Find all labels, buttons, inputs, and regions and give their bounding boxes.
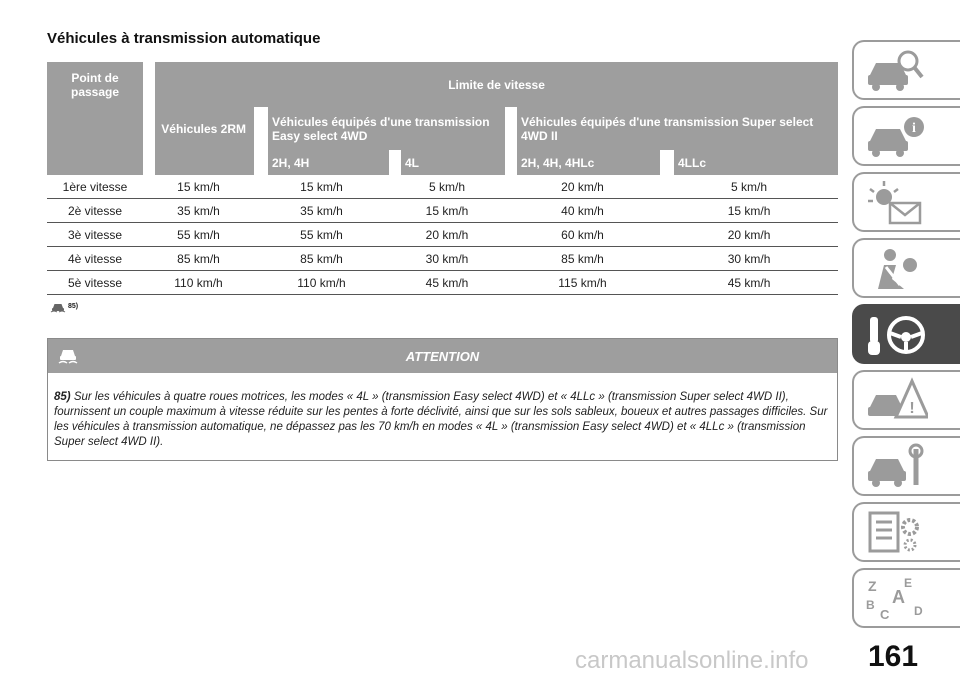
svg-text:i: i (912, 121, 916, 136)
cell-gear: 1ère vitesse (47, 175, 143, 199)
alphabet-index-icon (864, 575, 928, 623)
table-row (47, 175, 838, 199)
car-warning-icon (864, 377, 928, 425)
cell-super-4llc: 5 km/h (660, 175, 838, 199)
cell-super-2h: 40 km/h (505, 199, 660, 223)
tab-emergency[interactable] (852, 370, 960, 430)
header-point-de-passage: Point de passage (47, 62, 143, 107)
speed-limit-table (47, 62, 838, 295)
header-easy-select: Véhicules équipés d'une transmission Easy select 4WD (268, 107, 505, 150)
cell-easy-2h: 55 km/h (254, 223, 389, 247)
cell-super-4llc: 30 km/h (660, 247, 838, 271)
airbag-person-icon (864, 245, 928, 293)
cell-2rm: 110 km/h (143, 271, 254, 295)
svg-text:!: ! (909, 400, 915, 417)
cell-super-2h: 20 km/h (505, 175, 660, 199)
specs-gear-icon (864, 509, 928, 557)
tab-lights-messages[interactable] (852, 172, 960, 232)
cell-easy-4l: 45 km/h (389, 271, 505, 295)
header-super-4llc: 4LLc (674, 150, 838, 175)
tab-car-search[interactable] (852, 40, 960, 100)
cell-super-2h: 60 km/h (505, 223, 660, 247)
table-row (47, 223, 838, 247)
cell-easy-4l: 20 km/h (389, 223, 505, 247)
cell-super-2h: 115 km/h (505, 271, 660, 295)
footnote-reference (50, 300, 78, 313)
cell-super-4llc: 45 km/h (660, 271, 838, 295)
cell-super-4llc: 15 km/h (660, 199, 838, 223)
header-super-2h-4h-4hlc: 2H, 4H, 4HLc (517, 150, 660, 175)
attention-header (48, 339, 837, 373)
watermark: carmanualsonline.info (575, 647, 809, 674)
cell-easy-4l: 5 km/h (389, 175, 505, 199)
key-steering-wheel-icon (864, 311, 928, 359)
header-row-mid (47, 107, 838, 150)
cell-easy-2h: 15 km/h (254, 175, 389, 199)
table-row (47, 247, 838, 271)
cell-easy-2h: 110 km/h (254, 271, 389, 295)
page-number: 161 (868, 640, 919, 673)
header-row-top (47, 62, 838, 107)
cell-gear: 3è vitesse (47, 223, 143, 247)
cell-gear: 5è vitesse (47, 271, 143, 295)
header-limite-de-vitesse: Limite de vitesse (155, 62, 838, 107)
header-vehicules-2rm: Véhicules 2RM (155, 107, 254, 150)
svg-text:A: A (892, 587, 905, 607)
tab-index[interactable] (852, 568, 960, 628)
cell-gear: 2è vitesse (47, 199, 143, 223)
attention-box (47, 338, 838, 461)
svg-text:D: D (914, 604, 923, 618)
svg-text:E: E (904, 576, 913, 590)
header-super-select: Véhicules équipés d'une transmission Super select 4WD II (517, 107, 838, 150)
car-skid-warning-icon (50, 300, 66, 313)
svg-text:Z: Z (868, 578, 877, 594)
table-row (47, 199, 838, 223)
attention-ref: 85) (54, 391, 71, 403)
tab-technical-data[interactable] (852, 502, 960, 562)
cell-easy-2h: 35 km/h (254, 199, 389, 223)
tab-maintenance[interactable] (852, 436, 960, 496)
cell-easy-4l: 30 km/h (389, 247, 505, 271)
attention-body-text: Sur les véhicules à quatre roues motrices, les modes « 4L » (transmission Easy select 4WD) et « 4LLc » (transmission Super select 4WD II), fournissent un couple maximum à vitesse réduite sur les pentes à forte déclivité, ainsi que sur les sols sableux, boueux et autres passages difficiles. Sur les véhicules à transmission automatique, ne dépassez pas les 70 km/h en modes « 4L » (transmission Easy select 4WD) et « 4LLc » (transmission Super select 4WD II). (54, 391, 828, 448)
header-easy-2h-4h: 2H, 4H (268, 150, 389, 175)
tab-safety[interactable] (852, 238, 960, 298)
tab-car-info[interactable] (852, 106, 960, 166)
header-easy-4l: 4L (401, 150, 505, 175)
table-row (47, 271, 838, 295)
svg-text:B: B (866, 598, 875, 612)
cell-super-2h: 85 km/h (505, 247, 660, 271)
footnote-number: 85) (68, 303, 79, 310)
cell-2rm: 15 km/h (143, 175, 254, 199)
car-info-icon (864, 113, 928, 161)
attention-text (48, 373, 837, 450)
cell-easy-2h: 85 km/h (254, 247, 389, 271)
cell-easy-4l: 15 km/h (389, 199, 505, 223)
light-envelope-icon (864, 179, 928, 227)
cell-2rm: 35 km/h (143, 199, 254, 223)
car-search-icon (864, 47, 928, 95)
svg-text:C: C (880, 607, 890, 622)
cell-2rm: 55 km/h (143, 223, 254, 247)
car-wrench-icon (864, 443, 928, 491)
attention-title: ATTENTION (405, 349, 480, 364)
header-row-low (47, 150, 838, 175)
cell-2rm: 85 km/h (143, 247, 254, 271)
cell-super-4llc: 20 km/h (660, 223, 838, 247)
cell-gear: 4è vitesse (47, 247, 143, 271)
section-title: Véhicules à transmission automatique (47, 30, 321, 47)
tab-starting-driving[interactable] (852, 304, 960, 364)
